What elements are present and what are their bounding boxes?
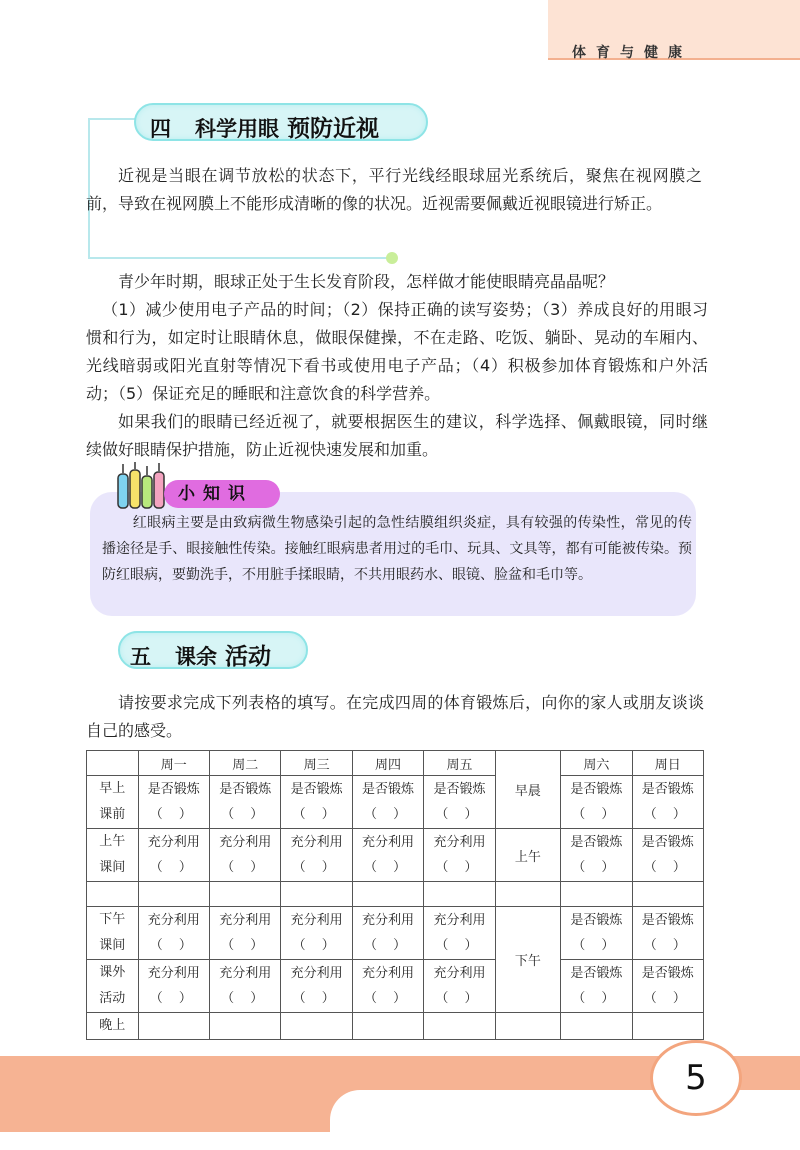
exercise-schedule-table xyxy=(86,750,704,1040)
exercise-cell[interactable]: 是否锻炼 （ ） xyxy=(424,776,495,829)
evening-cell[interactable] xyxy=(281,1013,352,1040)
exercise-cell[interactable]: 是否锻炼 （ ） xyxy=(281,776,352,829)
section-4-title-part2: 预防近视 xyxy=(287,116,379,142)
exercise-cell[interactable]: 是否锻炼 （ ） xyxy=(561,907,632,960)
section-5-number: 五 xyxy=(130,645,151,669)
section-4-number: 四 xyxy=(150,117,171,141)
header-sun: 周日 xyxy=(632,751,703,776)
exercise-cell[interactable]: 是否锻炼 （ ） xyxy=(561,960,632,1013)
exercise-cell[interactable]: 是否锻炼 （ ） xyxy=(138,776,209,829)
paragraph: 青少年时期，眼球正处于生长发育阶段，怎样做才能使眼睛亮晶晶呢？ xyxy=(118,272,615,291)
section-5-title-part1: 课余 xyxy=(175,645,217,669)
use-cell[interactable]: 充分利用 （ ） xyxy=(281,960,352,1013)
header-thu: 周四 xyxy=(352,751,423,776)
use-cell[interactable]: 充分利用 （ ） xyxy=(138,907,209,960)
frame-line xyxy=(88,257,390,259)
evening-cell[interactable] xyxy=(352,1013,423,1040)
table-row-afternoon-break xyxy=(87,907,704,960)
myopia-definition: 近视是当眼在调节放松的状态下，平行光线经眼球屈光系统后，聚焦在视网膜之前，导致在视网膜上不能形成清晰的像的状况。近视需要佩戴近视眼镜进行矫正。 xyxy=(86,166,702,213)
section-4-title xyxy=(150,110,379,143)
use-cell[interactable]: 充分利用 （ ） xyxy=(281,829,352,882)
use-cell[interactable]: 充分利用 （ ） xyxy=(138,960,209,1013)
exercise-cell[interactable]: 是否锻炼 （ ） xyxy=(632,829,703,882)
tip-text: 红眼病主要是由致病微生物感染引起的急性结膜组织炎症，具有较强的传染性，常见的传播途径是手、眼接触性传染。接触红眼病患者用过的毛巾、玩具、文具等，都有可能被传染。预防红眼病，要勤洗手，不用脏手揉眼睛，不共用眼药水、眼镜、脸盆和毛巾等。 xyxy=(102,515,692,583)
table-row-morning-break xyxy=(87,829,704,882)
weekend-label-forenoon: 上午 xyxy=(495,829,560,882)
use-cell[interactable]: 充分利用 （ ） xyxy=(424,829,495,882)
evening-cell[interactable] xyxy=(210,1013,281,1040)
header-wed: 周三 xyxy=(281,751,352,776)
use-cell[interactable]: 充分利用 （ ） xyxy=(281,907,352,960)
exercise-cell[interactable]: 是否锻炼 （ ） xyxy=(352,776,423,829)
table-header-row xyxy=(87,751,704,776)
row-label-morning-break: 上午 课间 xyxy=(87,829,139,882)
table-row-evening xyxy=(87,1013,704,1040)
exercise-cell[interactable]: 是否锻炼 （ ） xyxy=(632,907,703,960)
use-cell[interactable]: 充分利用 （ ） xyxy=(210,907,281,960)
use-cell[interactable]: 充分利用 （ ） xyxy=(210,960,281,1013)
test-tubes-icon xyxy=(116,462,168,510)
row-label-after-school: 课外 活动 xyxy=(87,960,139,1013)
use-cell[interactable]: 充分利用 （ ） xyxy=(210,829,281,882)
paragraph: 如果我们的眼睛已经近视了，就要根据医生的建议，科学选择、佩戴眼镜，同时继续做好眼睛保护措施，防止近视快速发展和加重。 xyxy=(86,412,708,459)
weekend-label-morning: 早晨 xyxy=(495,751,560,829)
row-label-early-morning: 早上 课前 xyxy=(87,776,139,829)
use-cell[interactable]: 充分利用 （ ） xyxy=(352,907,423,960)
exercise-cell[interactable]: 是否锻炼 （ ） xyxy=(561,829,632,882)
table-row-early-morning xyxy=(87,776,704,829)
header-mon: 周一 xyxy=(138,751,209,776)
page-number: 5 xyxy=(650,1040,742,1116)
frame-dot-icon xyxy=(386,252,398,264)
table-row-spacer xyxy=(87,882,704,907)
section-5-title-part2: 活动 xyxy=(225,644,271,670)
use-cell[interactable]: 充分利用 （ ） xyxy=(352,960,423,1013)
weekend-label-afternoon: 下午 xyxy=(495,907,560,1013)
use-cell[interactable]: 充分利用 （ ） xyxy=(424,960,495,1013)
row-label-afternoon-break: 下午 课间 xyxy=(87,907,139,960)
evening-cell[interactable] xyxy=(138,1013,209,1040)
section-4-body xyxy=(86,268,708,464)
paragraph: （1）减少使用电子产品的时间；（2）保持正确的读写姿势；（3）养成良好的用眼习惯和行为，如定时让眼睛休息，做眼保健操，不在走路、吃饭、躺卧、晃动的车厢内、光线暗弱或阳光直射等情况下看书或使用电子产品；（4）积极参加体育锻炼和户外活动；（5）保证充足的睡眠和注意饮食的科学营养。 xyxy=(86,300,708,403)
tip-label: 小知识 xyxy=(164,480,280,508)
header-tue: 周二 xyxy=(210,751,281,776)
section-5-instruction: 请按要求完成下列表格的填写。在完成四周的体育锻炼后，向你的家人或朋友谈谈自己的感受。 xyxy=(86,693,704,740)
section-4-title-part1: 科学用眼 xyxy=(195,117,279,141)
use-cell[interactable]: 充分利用 （ ） xyxy=(352,829,423,882)
header-sat: 周六 xyxy=(561,751,632,776)
header-fri: 周五 xyxy=(424,751,495,776)
table-corner-cell xyxy=(87,751,139,776)
table-row-after-school xyxy=(87,960,704,1013)
evening-cell[interactable] xyxy=(561,1013,632,1040)
book-title: 体育与健康 xyxy=(572,45,692,61)
evening-cell[interactable] xyxy=(424,1013,495,1040)
use-cell[interactable]: 充分利用 （ ） xyxy=(138,829,209,882)
section-5-title xyxy=(130,638,271,671)
use-cell[interactable]: 充分利用 （ ） xyxy=(424,907,495,960)
exercise-cell[interactable]: 是否锻炼 （ ） xyxy=(561,776,632,829)
exercise-cell[interactable]: 是否锻炼 （ ） xyxy=(632,776,703,829)
row-label-evening: 晚上 xyxy=(87,1013,139,1040)
evening-cell[interactable] xyxy=(632,1013,703,1040)
exercise-cell[interactable]: 是否锻炼 （ ） xyxy=(210,776,281,829)
exercise-cell[interactable]: 是否锻炼 （ ） xyxy=(632,960,703,1013)
